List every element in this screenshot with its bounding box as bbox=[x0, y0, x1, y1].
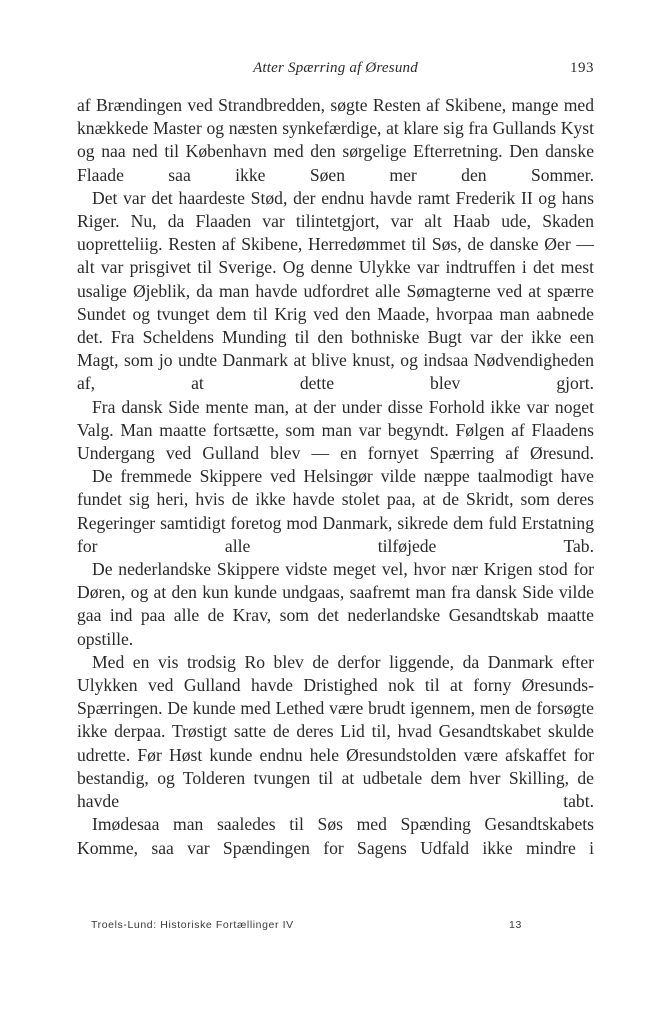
signature-mark: 13 bbox=[509, 919, 522, 931]
paragraph: Det var det haardeste Stød, der endnu havde ramt Frederik II og hans Riger. Nu, da Flaaden var tilintetgjort, var alt Haab ude, Skaden uopretteliig. Resten af Skibene, Herredømmet til Søs, de danske Øer — alt var prisgivet til Sverige. Og denne Ulykke var indtruffen i det mest usalige Øjeblik, da man havde udfordret alle Sømagterne ved at spærre Sundet og tvunget dem til Krig ved den Maade, hvorpaa man aabnede det. Fra Scheldens Munding til den bothniske Bugt var der ikke een Magt, som jo undte Danmark at blive knust, og indsaa Nødvendigheden af, at dette blev gjort. bbox=[77, 187, 594, 394]
page-number: 193 bbox=[570, 60, 594, 76]
page-footer bbox=[77, 919, 594, 937]
paragraph: De nederlandske Skippere vidste meget vel, hvor nær Krigen stod for Døren, og at den kun kunde undgaas, saafremt man fra dansk Side vilde gaa ind paa alle de Krav, som det nederlandske Gesandtskab maatte opstille. bbox=[77, 559, 594, 649]
paragraph: De fremmede Skippere ved Helsingør vilde næppe taalmodigt have fundet sig heri, hvis de ikke havde stolet paa, at de Skridt, som deres Regeringer samtidigt foretog mod Danmark, sikrede dem fuld Erstatning for alle tilføjede Tab. bbox=[77, 466, 594, 556]
paragraph: Imødesaa man saaledes til Søs med Spænding Gesandtskabets Komme, saa var Spændingen for Sagens Udfald ikke mindre i bbox=[77, 814, 594, 858]
running-head bbox=[77, 60, 594, 82]
footer-citation: Troels-Lund: Historiske Fortællinger IV bbox=[91, 919, 294, 931]
body-text bbox=[77, 94, 594, 860]
paragraph: Med en vis trodsig Ro blev de derfor liggende, da Danmark efter Ulykken ved Gulland havde Dristighed nok til at forny Øresunds-Spærringen. De kunde med Lethed være brudt igennem, men de forsøgte ikke derpaa. Trøstigt satte de deres Lid til, hvad Gesandtskabet skulde udrette. Før Høst kunde endnu hele Øresundstolden være afskaffet for bestandig, og Tolderen tvungen til at udbetale dem hver Skilling, de havde tabt. bbox=[77, 651, 594, 812]
paragraph: Fra dansk Side mente man, at der under disse Forhold ikke var noget Valg. Man maatte fortsætte, som man var begyndt. Følgen af Flaadens Undergang ved Gulland blev — en fornyet Spærring af Øresund. bbox=[77, 396, 594, 464]
paragraph: af Brændingen ved Strandbredden, søgte Resten af Skibene, mange med knækkede Master og næsten synkefærdige, at klare sig fra Gullands Kyst og naa ned til København med den sørgelige Efterretning. Den danske Flaade saa ikke Søen mer den Sommer. bbox=[77, 95, 594, 185]
running-title: Atter Spærring af Øresund bbox=[253, 60, 418, 76]
